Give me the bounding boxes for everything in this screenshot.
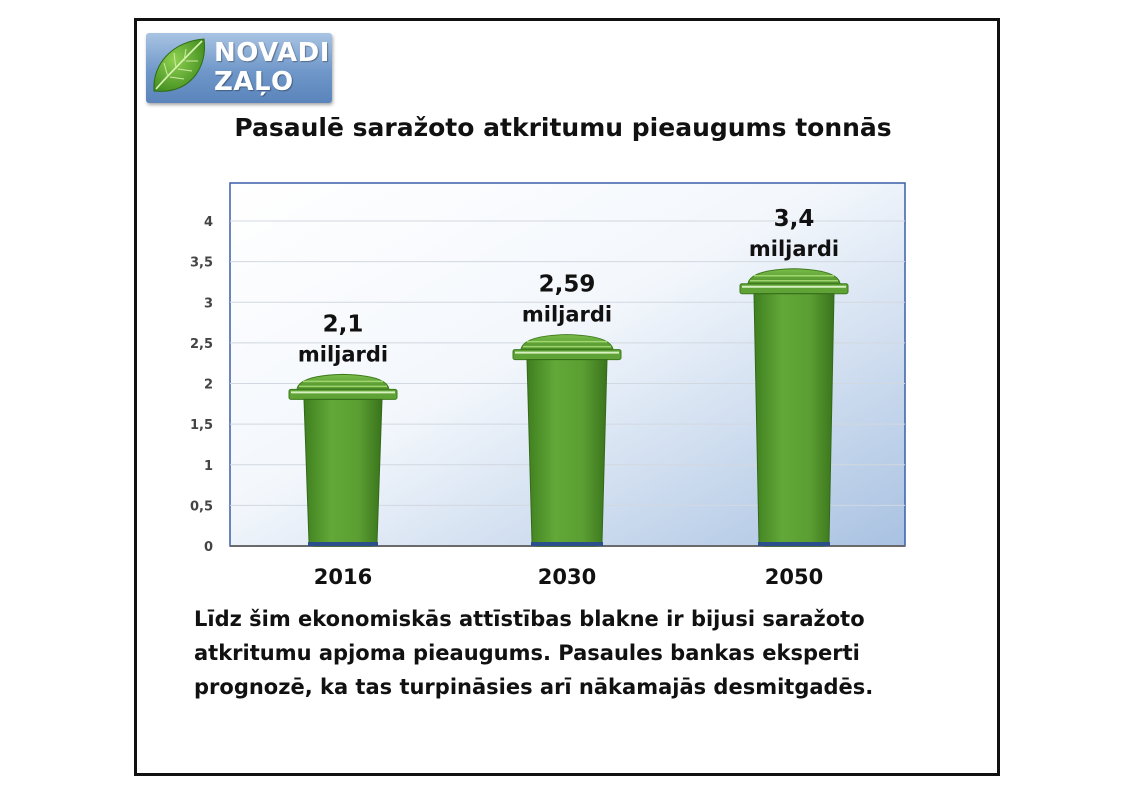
data-label-unit: miljardi	[521, 302, 613, 327]
y-tick-label: 3,5	[189, 255, 213, 271]
data-label-value: 3,4	[773, 205, 815, 232]
y-tick-label: 0	[203, 540, 213, 555]
y-tick-label: 2	[203, 377, 213, 393]
y-tick-label: 1,5	[189, 418, 213, 434]
data-label-unit: miljardi	[297, 342, 389, 367]
x-tick-label: 2016	[313, 565, 373, 589]
y-tick-label: 0,5	[189, 499, 213, 515]
chart-title: Pasaulē saražoto atkritumu pieaugums tonnās	[234, 113, 892, 142]
logo-line-2: ZAĻO	[214, 67, 294, 97]
y-tick-label: 1	[203, 458, 213, 474]
y-tick-label: 4	[203, 215, 213, 230]
data-label-unit: miljardi	[748, 236, 840, 261]
x-tick-label: 2030	[537, 565, 597, 589]
y-tick-label: 3	[203, 296, 213, 312]
data-label-value: 2,59	[538, 271, 596, 298]
x-tick-label: 2050	[764, 565, 824, 589]
logo-line-1: NOVADI	[214, 38, 330, 68]
caption-text: Līdz šim ekonomiskās attīstības blakne ir bijusi saražoto atkritumu apjoma pieaugums. Pasaules bankas eksperti prognozē, ka tas turpināsies arī nākamajās desmitgadēs.	[194, 607, 874, 699]
data-label-value: 2,1	[322, 311, 364, 338]
y-tick-label: 2,5	[189, 336, 213, 352]
